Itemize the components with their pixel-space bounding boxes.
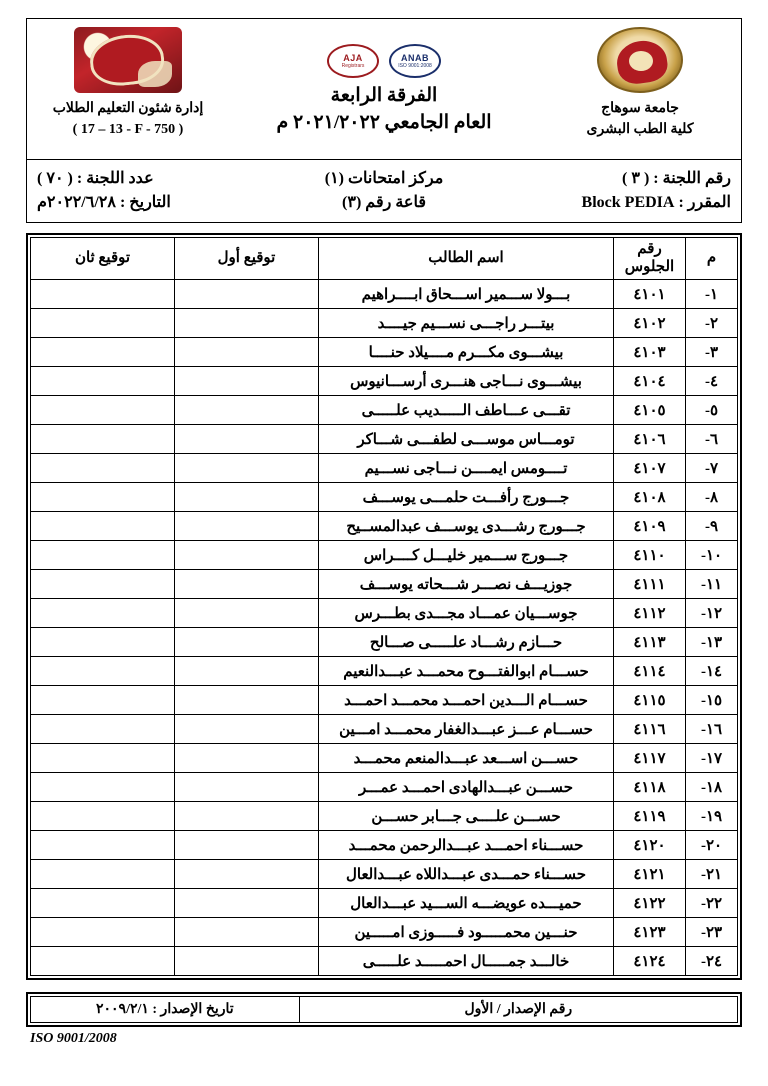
certification-logos <box>327 44 441 78</box>
table-row <box>31 831 738 860</box>
table-row <box>31 744 738 773</box>
row-seat-number: ٤١١٧ <box>614 744 686 773</box>
header-center-block <box>223 23 545 155</box>
row-signature-second[interactable] <box>31 773 175 802</box>
table-row <box>31 483 738 512</box>
row-student-name: حســـن عبـــدالهادى احمـــد عمـــر <box>319 773 614 802</box>
row-signature-first[interactable] <box>175 860 319 889</box>
anab-logo-icon: ANAB ISO 9001:2008 <box>389 44 441 78</box>
table-row <box>31 599 738 628</box>
row-signature-second[interactable] <box>31 686 175 715</box>
table-row <box>31 889 738 918</box>
exam-info-block <box>26 160 742 223</box>
row-signature-first[interactable] <box>175 773 319 802</box>
row-student-name: حســـناء حمـــدى عبـــداللاه عبـــدالعال <box>319 860 614 889</box>
row-index: ١٤- <box>686 657 738 686</box>
col-signature-first: توقيع أول <box>175 238 319 280</box>
students-table <box>30 237 738 976</box>
row-student-name: جـــورج رشـــدى يوســـف عبدالمســيح <box>319 512 614 541</box>
header-right-block <box>545 23 735 155</box>
aja-logo-icon: AJA Registrars <box>327 44 379 78</box>
row-index: ١٦- <box>686 715 738 744</box>
row-seat-number: ٤١٠٣ <box>614 338 686 367</box>
row-seat-number: ٤١٠٢ <box>614 309 686 338</box>
row-index: ٥- <box>686 396 738 425</box>
table-row <box>31 425 738 454</box>
row-student-name: حســـام عـــز عبـــدالغفار محمـــد امـــين <box>319 715 614 744</box>
row-seat-number: ٤١٠٧ <box>614 454 686 483</box>
table-row <box>31 715 738 744</box>
row-signature-first[interactable] <box>175 831 319 860</box>
row-index: ١- <box>686 280 738 309</box>
row-index: ٢١- <box>686 860 738 889</box>
table-row <box>31 541 738 570</box>
committee-number: رقم اللجنة : ( ٣ ) <box>622 170 731 187</box>
row-index: ٦- <box>686 425 738 454</box>
row-index: ٢٠- <box>686 831 738 860</box>
row-signature-second[interactable] <box>31 889 175 918</box>
row-index: ١٢- <box>686 599 738 628</box>
row-index: ٨- <box>686 483 738 512</box>
row-seat-number: ٤١١١ <box>614 570 686 599</box>
exam-center: مركز امتحانات (١) <box>324 170 444 187</box>
row-student-name: خالـــد جمـــــال احمـــــد علـــــى <box>319 947 614 976</box>
form-code: ( 17 – 13 - F - 750 ) <box>72 122 184 137</box>
table-header-row <box>31 238 738 280</box>
row-signature-second[interactable] <box>31 541 175 570</box>
footer-table <box>30 996 738 1023</box>
row-seat-number: ٤١٠٤ <box>614 367 686 396</box>
row-signature-second[interactable] <box>31 454 175 483</box>
row-seat-number: ٤١٠٥ <box>614 396 686 425</box>
row-signature-first[interactable] <box>175 744 319 773</box>
row-student-name: حســـام ابوالفتـــوح محمـــد عبـــدالنعيم <box>319 657 614 686</box>
row-signature-second[interactable] <box>31 657 175 686</box>
row-index: ١٧- <box>686 744 738 773</box>
course-value: Block PEDIA <box>581 194 675 211</box>
col-name: اسم الطالب <box>319 238 614 280</box>
row-signature-first[interactable] <box>175 483 319 512</box>
row-student-name: حـــازم رشـــاد علـــــى صـــالح <box>319 628 614 657</box>
table-row <box>31 570 738 599</box>
row-signature-first[interactable] <box>175 889 319 918</box>
iso-certification-text: ISO 9001/2008 <box>30 1031 117 1046</box>
row-seat-number: ٤١٠٩ <box>614 512 686 541</box>
row-signature-second[interactable] <box>31 483 175 512</box>
row-seat-number: ٤١٢٣ <box>614 918 686 947</box>
row-student-name: بيتـــر راجـــى نســـيم جيــــد <box>319 309 614 338</box>
table-row <box>31 773 738 802</box>
row-seat-number: ٤١٠٦ <box>614 425 686 454</box>
table-row <box>31 802 738 831</box>
row-signature-first[interactable] <box>175 338 319 367</box>
row-seat-number: ٤١٢٠ <box>614 831 686 860</box>
row-seat-number: ٤١٠٨ <box>614 483 686 512</box>
row-signature-first[interactable] <box>175 570 319 599</box>
row-seat-number: ٤١٠١ <box>614 280 686 309</box>
row-index: ١٥- <box>686 686 738 715</box>
row-signature-first[interactable] <box>175 309 319 338</box>
row-signature-second[interactable] <box>31 599 175 628</box>
row-student-name: حســـن اســـعد عبـــدالمنعم محمـــد <box>319 744 614 773</box>
row-student-name: بيشـــوى نـــاجى هنـــرى أرســـانيوس <box>319 367 614 396</box>
table-row <box>31 338 738 367</box>
row-seat-number: ٤١٢٢ <box>614 889 686 918</box>
row-student-name: تقـــى عـــاطف الـــــديب علـــــى <box>319 396 614 425</box>
table-row <box>31 657 738 686</box>
row-index: ٢٢- <box>686 889 738 918</box>
row-index: ١٣- <box>686 628 738 657</box>
row-signature-first[interactable] <box>175 802 319 831</box>
row-signature-second[interactable] <box>31 367 175 396</box>
document-header <box>26 18 742 160</box>
row-signature-first[interactable] <box>175 657 319 686</box>
col-signature-second: توقيع ثان <box>31 238 175 280</box>
row-signature-second[interactable] <box>31 512 175 541</box>
row-signature-first[interactable] <box>175 512 319 541</box>
row-seat-number: ٤١١٢ <box>614 599 686 628</box>
row-signature-second[interactable] <box>31 309 175 338</box>
edition-date: تاريخ الإصدار : ٢٠٠٩/٢/١ <box>31 997 300 1023</box>
footer-row <box>31 997 738 1023</box>
student-affairs-logo-icon <box>74 27 182 93</box>
row-index: ١٠- <box>686 541 738 570</box>
document-title-line2: العام الجامعي ٢٠٢١/٢٠٢٢ م <box>276 112 492 133</box>
row-student-name: حنـــين محمـــــود فـــــوزى امـــــين <box>319 918 614 947</box>
row-student-name: حســـن علــــى جـــابر حســـن <box>319 802 614 831</box>
row-signature-first[interactable] <box>175 425 319 454</box>
row-signature-second[interactable] <box>31 425 175 454</box>
row-signature-second[interactable] <box>31 628 175 657</box>
edition-number: رقم الإصدار / الأول <box>299 997 737 1023</box>
row-student-name: جـــورج ســـمير خليـــل كــــراس <box>319 541 614 570</box>
row-student-name: حميـــده عويضـــه الســـيد عبـــدالعال <box>319 889 614 918</box>
row-signature-second[interactable] <box>31 744 175 773</box>
row-signature-first[interactable] <box>175 541 319 570</box>
row-student-name: جوزيـــف نصـــر شـــحاته يوســـف <box>319 570 614 599</box>
row-seat-number: ٤١١٤ <box>614 657 686 686</box>
students-table-body <box>31 280 738 976</box>
department-name: إدارة شئون التعليم الطلاب <box>52 101 204 116</box>
row-signature-first[interactable] <box>175 454 319 483</box>
row-signature-second[interactable] <box>31 947 175 976</box>
row-index: ٢٤- <box>686 947 738 976</box>
row-index: ١٨- <box>686 773 738 802</box>
table-row <box>31 628 738 657</box>
info-row-top <box>37 166 731 190</box>
hall-number: قاعة رقم (٣) <box>342 194 426 211</box>
row-seat-number: ٤١١٥ <box>614 686 686 715</box>
row-index: ٤- <box>686 367 738 396</box>
table-row <box>31 454 738 483</box>
row-signature-first[interactable] <box>175 367 319 396</box>
row-signature-second[interactable] <box>31 280 175 309</box>
table-row <box>31 309 738 338</box>
row-index: ٣- <box>686 338 738 367</box>
row-signature-first[interactable] <box>175 628 319 657</box>
table-row <box>31 280 738 309</box>
course-label <box>502 192 731 212</box>
col-seat: رقم الجلوس <box>614 238 686 280</box>
row-seat-number: ٤١١٣ <box>614 628 686 657</box>
table-row <box>31 918 738 947</box>
students-table-wrapper <box>26 233 742 980</box>
row-seat-number: ٤١١٦ <box>614 715 686 744</box>
row-seat-number: ٤١١٠ <box>614 541 686 570</box>
committee-count: عدد اللجنة : ( ٧٠ ) <box>37 170 154 187</box>
university-name-line: جامعة سوهاج <box>601 101 679 116</box>
row-signature-first[interactable] <box>175 686 319 715</box>
row-student-name: حســـناء احمـــد عبـــدالرحمن محمـــد <box>319 831 614 860</box>
row-seat-number: ٤١١٩ <box>614 802 686 831</box>
row-signature-second[interactable] <box>31 802 175 831</box>
row-student-name: جـــورج رأفـــت حلمـــى يوســـف <box>319 483 614 512</box>
row-index: ٩- <box>686 512 738 541</box>
table-row <box>31 686 738 715</box>
row-signature-first[interactable] <box>175 918 319 947</box>
document-title-line1: الفرقة الرابعة <box>330 85 438 106</box>
row-seat-number: ٤١١٨ <box>614 773 686 802</box>
row-signature-first[interactable] <box>175 280 319 309</box>
row-signature-first[interactable] <box>175 396 319 425</box>
row-signature-first[interactable] <box>175 715 319 744</box>
document-footer <box>26 992 742 1027</box>
table-row <box>31 947 738 976</box>
row-signature-second[interactable] <box>31 338 175 367</box>
row-signature-second[interactable] <box>31 396 175 425</box>
table-row <box>31 512 738 541</box>
row-index: ١٩- <box>686 802 738 831</box>
faculty-name <box>587 98 694 140</box>
row-index: ١١- <box>686 570 738 599</box>
row-signature-second[interactable] <box>31 831 175 860</box>
faculty-name-line: كلية الطب البشرى <box>586 122 694 137</box>
row-student-name: جوســـيان عمـــاد مجـــدى بطـــرس <box>319 599 614 628</box>
row-student-name: تــــومس ايمــــن نـــاجى نســـيم <box>319 454 614 483</box>
info-row-bottom <box>37 190 731 214</box>
exam-date: التاريخ : ٢٠٢٢/٦/٢٨م <box>37 194 171 211</box>
row-student-name: حســـام الـــدين احمـــد محمـــد احمـــد <box>319 686 614 715</box>
row-signature-second[interactable] <box>31 570 175 599</box>
row-student-name: تومـــاس موســـى لطفـــى شـــاكر <box>319 425 614 454</box>
table-row <box>31 860 738 889</box>
table-row <box>31 396 738 425</box>
table-row <box>31 367 738 396</box>
row-signature-second[interactable] <box>31 918 175 947</box>
row-index: ٢- <box>686 309 738 338</box>
row-index: ٧- <box>686 454 738 483</box>
header-left-block <box>33 23 223 155</box>
row-seat-number: ٤١٢١ <box>614 860 686 889</box>
course-label-text: المقرر : <box>678 194 731 211</box>
row-signature-second[interactable] <box>31 860 175 889</box>
sohag-university-logo-icon <box>597 27 683 93</box>
row-signature-first[interactable] <box>175 599 319 628</box>
col-index: م <box>686 238 738 280</box>
row-seat-number: ٤١٢٤ <box>614 947 686 976</box>
row-student-name: بـــولا ســـمير اســـحاق ابــــراهيم <box>319 280 614 309</box>
row-index: ٢٣- <box>686 918 738 947</box>
row-student-name: بيشـــوى مكـــرم مــــيلاد حنــــا <box>319 338 614 367</box>
row-signature-second[interactable] <box>31 715 175 744</box>
row-signature-first[interactable] <box>175 947 319 976</box>
